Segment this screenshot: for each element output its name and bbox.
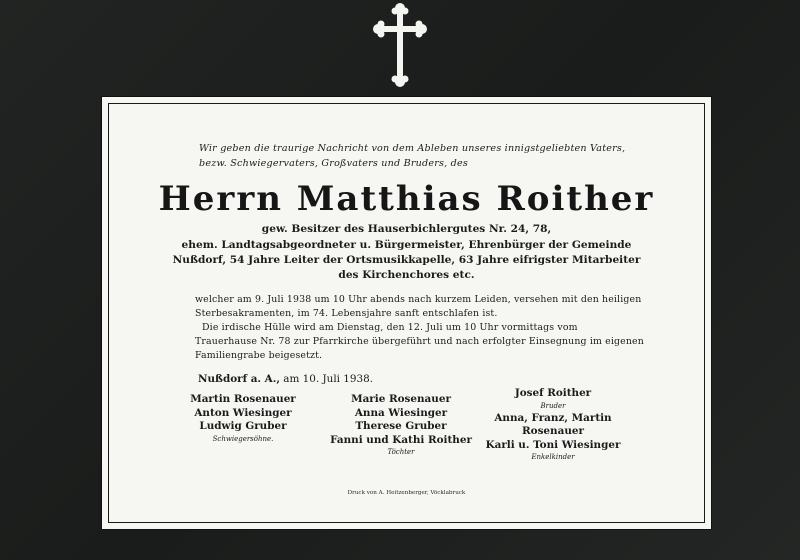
mourners-brother-grandchildren [468, 387, 638, 463]
body-line-3: Die irdische Hülle wird am Dienstag, den 12. Juli um 10 Uhr vormittags vom [202, 322, 578, 333]
mourner-name: Anna Wiesinger [354, 406, 448, 419]
mourner-name: Marie Rosenauer [351, 393, 451, 405]
body-line-5: Familiengrabe beigesetzt. [195, 350, 323, 361]
cross-icon [372, 2, 428, 88]
place-date [198, 373, 373, 385]
title-line-1: gew. Besitzer des Hauserbichlergutes Nr. 24, 78, [261, 223, 552, 235]
relation-label: Schwiegersöhne. [212, 434, 274, 443]
place: Nußdorf a. A., [198, 373, 280, 385]
mourner-name: Ludwig Gruber [199, 420, 287, 432]
mourners-sons-in-law [158, 393, 328, 445]
intro-line-2: bezw. Schwiegervaters, Großvaters und Bruders, des [199, 158, 469, 169]
mourners-daughters [316, 393, 486, 458]
relation-label: Töchter [387, 448, 415, 456]
death-notice-card [101, 96, 712, 530]
title-line-4: des Kirchenchores etc. [338, 269, 475, 281]
mourner-name: Karli u. Toni Wiesinger [485, 438, 621, 451]
body-line-1: welcher am 9. Juli 1938 um 10 Uhr abends nach kurzem Leiden, versehen mit den heiligen [195, 294, 642, 305]
mourner-name: Fanni und Kathi Roither [330, 433, 472, 446]
mourner-name: Anton Wiesinger [194, 406, 292, 419]
relation-label: Enkelkinder [531, 453, 575, 461]
body-line-2: Sterbesakramenten, im 74. Lebensjahre sanft entschlafen ist. [195, 308, 498, 319]
body-line-4: Trauerhause Nr. 78 zur Pfarrkirche übergeführt und nach erfolgter Einsegnung im eigenen [195, 336, 644, 347]
mourner-name: Rosenauer [522, 425, 584, 437]
date: am 10. Juli 1938. [283, 373, 374, 385]
title-line-3: Nußdorf, 54 Jahre Leiter der Ortsmusikkapelle, 63 Jahre eifrigster Mitarbeiter [172, 254, 641, 266]
mourner-name: Anna, Franz, Martin [494, 411, 612, 424]
mourner-name: Josef Roither [514, 387, 592, 399]
mourner-name: Martin Rosenauer [190, 393, 296, 405]
mourner-name: Therese Gruber [355, 420, 447, 432]
printer-imprint: Druck von A. Heitzenberger, Vöcklabruck [347, 490, 466, 496]
relation-label: Bruder [540, 401, 566, 410]
title-line-2: ehem. Landtagsabgeordneter u. Bürgermeister, Ehrenbürger der Gemeinde [181, 239, 632, 251]
intro-line-1: Wir geben die traurige Nachricht von dem Ableben unseres innigstgeliebten Vaters, [199, 143, 626, 154]
deceased-name: Herrn Matthias Roither [158, 179, 655, 219]
